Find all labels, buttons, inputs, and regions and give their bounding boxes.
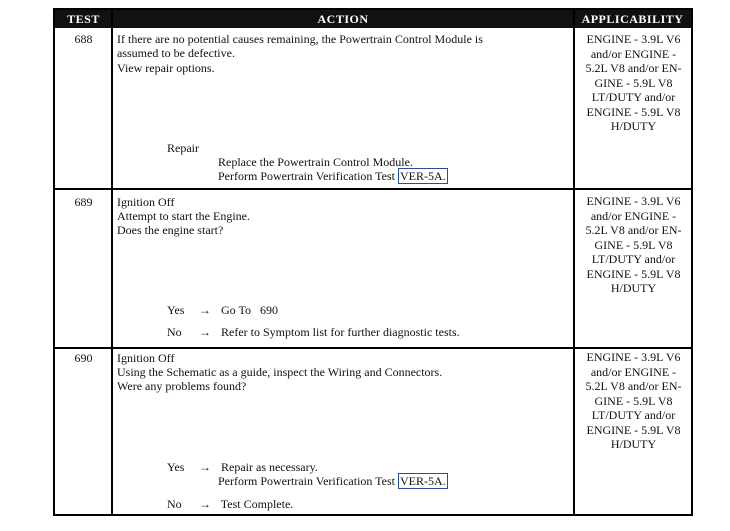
no-action-text: Refer to Symptom list for further diagnostic tests. xyxy=(221,325,460,339)
applicability-line: H/DUTY xyxy=(610,437,657,451)
repair-label: Repair xyxy=(167,141,199,155)
yes-label: Yes xyxy=(167,460,185,474)
repair-step-text: Perform Powertrain Verification Test xyxy=(218,169,396,183)
column-divider xyxy=(573,10,575,514)
yes-label: Yes xyxy=(167,303,185,317)
applicability-line: and/or ENGINE - xyxy=(590,208,677,223)
no-action-text: Test Complete. xyxy=(220,497,294,511)
applicability-line: ENGINE - 5.9L V8 xyxy=(586,266,681,281)
row-divider xyxy=(55,188,691,190)
applicability-line: ENGINE - 5.9L V8 xyxy=(586,104,681,119)
action-line: Ignition Off xyxy=(117,351,175,365)
applicability-cell xyxy=(576,194,691,296)
action-line: assumed to be defective. xyxy=(117,46,235,60)
action-line: Attempt to start the Engine. xyxy=(117,209,250,223)
applicability-line: and/or ENGINE - xyxy=(590,46,677,61)
applicability-line: LT/DUTY and/or xyxy=(591,408,676,422)
repair-step: Replace the Powertrain Control Module. xyxy=(218,155,413,169)
yes-action-followup xyxy=(218,474,448,488)
applicability-line: H/DUTY xyxy=(610,119,657,133)
column-divider xyxy=(111,10,113,514)
no-branch xyxy=(167,325,460,339)
applicability-line: LT/DUTY and/or xyxy=(591,252,676,266)
test-number: 688 xyxy=(74,32,93,46)
no-label: No xyxy=(167,497,182,511)
applicability-line: and/or ENGINE - xyxy=(590,364,677,379)
applicability-line: H/DUTY xyxy=(610,281,657,295)
applicability-line: 5.2L V8 and/or EN- xyxy=(585,379,682,393)
action-line: If there are no potential causes remaining, the Powertrain Control Module is xyxy=(117,32,483,46)
action-line: Does the engine start? xyxy=(117,223,224,237)
row-divider xyxy=(55,347,691,349)
applicability-line: GINE - 5.9L V8 xyxy=(594,75,673,90)
applicability-line: 5.2L V8 and/or EN- xyxy=(585,223,682,237)
arrow-icon: → xyxy=(199,303,211,317)
applicability-line: LT/DUTY and/or xyxy=(591,90,676,104)
applicability-line: ENGINE - 3.9L V6 xyxy=(586,350,681,364)
applicability-cell xyxy=(576,32,691,134)
ver-5a-link[interactable]: VER-5A. xyxy=(400,474,446,488)
verification-text: Perform Powertrain Verification Test xyxy=(218,474,396,488)
action-line: Were any problems found? xyxy=(117,379,247,393)
header-applicability: APPLICABILITY xyxy=(574,10,691,28)
header-test: TEST xyxy=(55,10,112,28)
applicability-line: GINE - 5.9L V8 xyxy=(594,237,673,252)
action-line: View repair options. xyxy=(117,61,215,75)
test-number: 690 xyxy=(74,351,93,365)
arrow-icon: → xyxy=(199,497,211,511)
goto-test-number: 690 xyxy=(259,303,278,317)
applicability-cell xyxy=(576,350,691,452)
yes-branch xyxy=(167,460,318,474)
yes-branch xyxy=(167,303,278,317)
action-line: Ignition Off xyxy=(117,195,175,209)
test-number: 689 xyxy=(74,195,93,209)
applicability-line: ENGINE - 3.9L V6 xyxy=(586,194,681,208)
ver-5a-link[interactable]: VER-5A. xyxy=(400,169,446,183)
goto-text: Go To xyxy=(221,303,251,317)
no-label: No xyxy=(167,325,182,339)
arrow-icon: → xyxy=(199,460,211,474)
diagnostic-table xyxy=(53,8,693,516)
applicability-line: ENGINE - 5.9L V8 xyxy=(586,422,681,437)
no-branch xyxy=(167,497,293,511)
applicability-line: 5.2L V8 and/or EN- xyxy=(585,61,682,75)
applicability-line: ENGINE - 3.9L V6 xyxy=(586,32,681,46)
header-action: ACTION xyxy=(112,10,574,28)
applicability-line: GINE - 5.9L V8 xyxy=(594,393,673,408)
action-line: Using the Schematic as a guide, inspect the Wiring and Connectors. xyxy=(117,365,443,379)
repair-step xyxy=(218,169,448,183)
arrow-icon: → xyxy=(199,325,211,339)
yes-action-text: Repair as necessary. xyxy=(221,460,318,474)
